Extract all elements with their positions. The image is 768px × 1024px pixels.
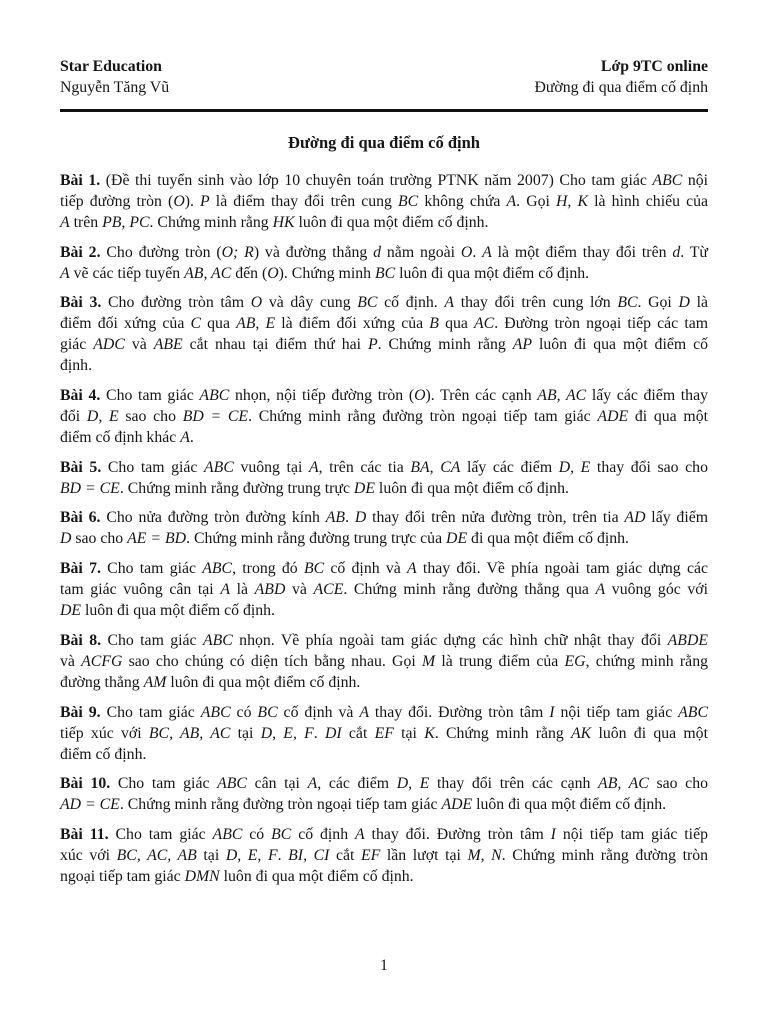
problem-text: đổi [60, 408, 87, 426]
math-expression: DE [353, 479, 375, 497]
problem-line [60, 528, 708, 549]
problem-text: . [345, 509, 355, 527]
problem-text: là [229, 581, 255, 599]
math-expression: BA, CA [410, 458, 461, 476]
math-expression: O; R [221, 243, 254, 261]
problem-line [60, 191, 708, 212]
problem-text: luôn đi qua một điểm cố [532, 336, 708, 354]
problem-text: Cho đường tròn ( [100, 243, 222, 261]
math-expression: D, E, F [225, 846, 278, 864]
math-expression: H, K [556, 193, 588, 210]
problem-line [60, 406, 708, 427]
problem-text: ). [184, 193, 201, 210]
problem-text: (Đề thi tuyển sinh vào lớp 10 chuyên toán trường PTNK năm 2007) Cho tam giác [100, 172, 653, 189]
problem-text: luôn đi qua một điểm cố định. [219, 867, 414, 885]
problem-line [60, 558, 708, 579]
problem-text: cắt [329, 846, 361, 864]
math-expression: O [250, 294, 263, 312]
math-expression: E [265, 315, 276, 333]
math-expression: O [414, 387, 426, 405]
problem-list [60, 170, 708, 896]
problem-text: và [60, 652, 82, 670]
math-expression: BC [271, 825, 292, 843]
math-expression: ADE [597, 408, 629, 426]
math-expression: AD [624, 509, 646, 527]
problem-text: Cho tam giác [100, 560, 203, 578]
math-expression: DE [446, 530, 468, 548]
problem-text: thay đổi. Về phía ngoài tam giác dựng các [416, 560, 708, 578]
problem-label: Bài 8. [60, 631, 102, 649]
math-expression: BC, AB, AC [148, 724, 231, 742]
problem-text: nhọn. Về phía ngoài tam giác dựng các hình chữ nhật thay đổi [232, 631, 668, 649]
header-rule [60, 109, 708, 112]
math-expression: A [308, 458, 319, 476]
problem-text: lấy các điểm thay [586, 387, 708, 405]
problem-line [60, 385, 708, 406]
problem-text: không chứa [418, 193, 507, 210]
problem-text: là điểm thay đổi trên cung [209, 193, 399, 210]
problem-7 [60, 558, 708, 621]
problem-line [60, 630, 708, 651]
problem-text: thay đổi. Đường tròn tâm [364, 825, 551, 843]
problem-label: Bài 4. [60, 387, 101, 405]
problem-text: Cho tam giác [100, 703, 201, 721]
header-left [60, 56, 169, 98]
problem-text: xúc với [60, 846, 117, 864]
math-expression: ABC [652, 172, 683, 189]
problem-text: Cho tam giác [108, 825, 213, 843]
problem-line [60, 263, 708, 284]
problem-text: , chứng minh rằng [585, 652, 708, 670]
math-expression: ABDE [667, 631, 708, 649]
problem-text: . Chứng minh rằng [149, 214, 273, 231]
problem-line [60, 355, 708, 376]
problem-text: . [472, 243, 483, 261]
problem-line [60, 723, 708, 744]
math-expression: ABC [200, 703, 231, 721]
problem-line [60, 824, 708, 845]
math-expression: EF [374, 724, 394, 742]
problem-5 [60, 457, 708, 499]
math-expression: A [60, 214, 70, 231]
math-expression: A [407, 560, 417, 578]
problem-text: giác [60, 336, 94, 354]
problem-text: . Đường tròn ngoại tiếp các tam [494, 315, 709, 333]
problem-line [60, 651, 708, 672]
problem-text: cố định và [277, 703, 360, 721]
math-expression: D [354, 509, 367, 527]
problem-line [60, 507, 708, 528]
problem-text: ngoại tiếp tam giác [60, 867, 185, 885]
math-expression: D [678, 294, 690, 312]
problem-text: . Chứng minh rằng đường tròn [501, 846, 709, 864]
problem-text: thay đổi trên các cạnh [429, 775, 599, 793]
math-expression: BC [303, 560, 325, 578]
page-title: Đường đi qua điểm cố định [288, 133, 480, 152]
math-expression: AP [512, 336, 533, 354]
math-expression: ABE [153, 336, 183, 354]
math-expression: AE = BD [127, 530, 187, 548]
math-expression: D, E [86, 408, 119, 426]
problem-line [60, 292, 708, 313]
problem-text: , trên các tia [318, 458, 411, 476]
problem-text: tam giác vuông cân tại [60, 581, 221, 599]
math-expression: AB, AC [184, 264, 232, 282]
problem-line [60, 744, 708, 765]
math-expression: AM [143, 673, 167, 691]
header-organization: Star Education [60, 58, 162, 75]
math-expression: A [307, 775, 318, 793]
problem-text: là một điểm thay đổi trên [491, 243, 673, 261]
problem-text: là [689, 294, 708, 312]
problem-line [60, 794, 708, 815]
problem-line [60, 427, 708, 448]
problem-1 [60, 170, 708, 233]
math-expression: BC, AC, AB [116, 846, 197, 864]
problem-text: . Từ [680, 243, 708, 261]
problem-text: điểm đối xứng của [60, 315, 191, 333]
math-expression: d [373, 243, 382, 261]
problem-text: và [124, 336, 154, 354]
problem-text: trên [69, 214, 103, 231]
header-right [534, 56, 708, 98]
problem-text: nằm ngoài [381, 243, 461, 261]
math-expression: ABC [204, 458, 234, 476]
math-expression: A [595, 581, 606, 599]
problem-text: điểm cố định khác [60, 429, 181, 447]
problem-text: là điểm đối xứng của [275, 315, 430, 333]
math-expression: ABD [254, 581, 286, 599]
problem-text: . Chứng minh rằng đường tròn ngoại tiếp tam giác [119, 796, 442, 814]
math-expression: ABC [212, 825, 243, 843]
problem-text: sao cho [118, 408, 183, 426]
problem-text: sao cho [71, 530, 128, 548]
problem-line [60, 478, 708, 499]
problem-text: luôn đi qua một điểm cố định. [166, 673, 361, 691]
math-expression: DI [325, 724, 342, 742]
problem-text: và [285, 581, 314, 599]
math-expression: C [190, 315, 202, 333]
problem-label: Bài 7. [60, 560, 101, 578]
problem-8 [60, 630, 708, 693]
problem-text: . Chứng minh rằng đường trung trực của [186, 530, 447, 548]
problem-text: luôn đi qua một điểm cố định. [395, 264, 590, 282]
problem-text: Cho tam giác [101, 458, 205, 476]
problem-label: Bài 1. [60, 172, 101, 189]
problem-text: sao cho chúng có diện tích bằng nhau. Gọi [122, 652, 422, 670]
math-expression: D, E [558, 458, 591, 476]
math-expression: HK [272, 214, 295, 231]
problem-text: thay đổi sao cho [590, 458, 708, 476]
math-expression: AB, AC [598, 775, 649, 793]
problem-label: Bài 3. [60, 294, 102, 312]
problem-line [60, 866, 708, 887]
problem-line [60, 773, 708, 794]
problem-text: cân tại [246, 775, 308, 793]
problem-2 [60, 242, 708, 284]
math-expression: AD = CE [60, 796, 120, 814]
problem-text: . Chứng minh rằng [377, 336, 513, 354]
problem-text: nội [682, 172, 709, 189]
problem-text: có [242, 825, 272, 843]
math-expression: d [672, 243, 681, 261]
problem-line [60, 672, 708, 693]
problem-text: ) và đường thẳng [253, 243, 374, 261]
math-expression: ADE [441, 796, 473, 814]
problem-text: đi qua một [628, 408, 708, 426]
math-expression: A [60, 264, 70, 282]
header-course: Lớp 9TC online [600, 58, 708, 75]
problem-text: . [189, 429, 194, 447]
math-expression: A [444, 294, 455, 312]
math-expression: EG [564, 652, 586, 670]
problem-text: lấy các điểm [460, 458, 559, 476]
problem-text: tại [230, 724, 261, 742]
problem-text: nhọn, nội tiếp đường tròn ( [229, 387, 415, 405]
problem-text: nội tiếp tam giác tiếp [555, 825, 708, 843]
math-expression: BC [374, 264, 396, 282]
problem-line [60, 212, 708, 233]
math-expression: P [200, 193, 210, 210]
problem-text: , các điểm [317, 775, 397, 793]
page-number: 1 [380, 957, 388, 974]
math-expression: B [429, 315, 439, 333]
problem-label: Bài 10. [60, 775, 111, 793]
problem-text: tại [393, 724, 425, 742]
problem-line [60, 334, 708, 355]
problem-text: Cho nửa đường tròn đường kính [100, 509, 326, 527]
problem-text: vuông góc với [605, 581, 708, 599]
math-expression: I [550, 825, 556, 843]
math-expression: A [355, 825, 365, 843]
problem-text: đường thẳng [60, 673, 144, 691]
problem-line [60, 457, 708, 478]
problem-text: . Gọi [516, 193, 556, 210]
math-expression: BC [357, 294, 378, 312]
problem-text: . Gọi [637, 294, 679, 312]
problem-text: cắt [341, 724, 375, 742]
problem-text: Cho tam giác [110, 775, 218, 793]
problem-10 [60, 773, 708, 815]
problem-text: điểm cố định. [60, 745, 147, 763]
math-expression: M [421, 652, 436, 670]
problem-text: cố định [291, 825, 355, 843]
problem-text: lần lượt tại [380, 846, 468, 864]
problem-text: . Chứng minh rằng đường thẳng qua [343, 581, 596, 599]
math-expression: BC [398, 193, 419, 210]
problem-4 [60, 385, 708, 448]
problem-text: cố định và [324, 560, 408, 578]
problem-text: luôn đi qua một [591, 724, 708, 742]
math-expression: EF [361, 846, 381, 864]
header-topic: Đường đi qua điểm cố định [534, 79, 708, 96]
math-expression: ABC [202, 631, 233, 649]
problem-11 [60, 824, 708, 887]
problem-text: cố định. [377, 294, 445, 312]
problem-text: qua [438, 315, 475, 333]
problem-text: . Chứng minh rằng đường trung trực [119, 479, 354, 497]
math-expression: O [173, 193, 185, 210]
problem-text: luôn đi qua một điểm cố định. [81, 602, 275, 620]
math-expression: AB [325, 509, 346, 527]
problem-text: định. [60, 357, 93, 375]
problem-line [60, 170, 708, 191]
problem-text: đến ( [231, 264, 268, 282]
problem-text: và dây cung [262, 294, 358, 312]
math-expression: PB, PC [102, 214, 150, 231]
problem-text: . [313, 724, 325, 742]
problem-9 [60, 702, 708, 765]
math-expression: A [482, 243, 492, 261]
problem-text: thay đổi trên cung lớn [454, 294, 618, 312]
math-expression: AB, AC [537, 387, 587, 405]
problem-text: thay đổi. Đường tròn tâm [368, 703, 550, 721]
problem-label: Bài 6. [60, 509, 101, 527]
problem-text: tiếp đường tròn ( [60, 193, 174, 210]
problem-text: , [255, 315, 266, 333]
math-expression: A [220, 581, 230, 599]
math-expression: M, N [467, 846, 502, 864]
math-expression: ACE [313, 581, 344, 599]
problem-text: tiếp xúc với [60, 724, 149, 742]
math-expression: ABC [199, 387, 230, 405]
problem-label: Bài 9. [60, 703, 101, 721]
problem-text: ). Chứng minh [278, 264, 375, 282]
math-expression: A [506, 193, 517, 210]
math-expression: AK [571, 724, 592, 742]
problem-text: . Chứng minh rằng [434, 724, 572, 742]
problem-text: thay đổi trên nửa đường tròn, trên tia [366, 509, 625, 527]
problem-text: . [277, 846, 289, 864]
header-author: Nguyễn Tăng Vũ [60, 79, 170, 96]
problem-text: lấy điểm [645, 509, 709, 527]
problem-text: nội tiếp tam giác [554, 703, 679, 721]
problem-label: Bài 2. [60, 243, 101, 261]
math-expression: O [460, 243, 473, 261]
problem-label: Bài 11. [60, 825, 109, 843]
problem-text: , trong đó [232, 560, 304, 578]
problem-text: sao cho [648, 775, 708, 793]
math-expression: BD = CE [182, 408, 249, 426]
math-expression: A [359, 703, 369, 721]
problem-label: Bài 5. [60, 458, 102, 476]
problem-line [60, 579, 708, 600]
problem-text: Cho tam giác [100, 387, 200, 405]
math-expression: A [180, 429, 190, 447]
math-expression: ABC [202, 560, 233, 578]
problem-text: ). Trên các cạnh [425, 387, 538, 405]
math-expression: D, E, F [260, 724, 314, 742]
math-expression: DE [60, 602, 82, 620]
math-expression: D [60, 530, 72, 548]
problem-text: Cho tam giác [101, 631, 203, 649]
problem-3 [60, 292, 708, 376]
problem-text: . Chứng minh rằng đường tròn ngoại tiếp tam giác [248, 408, 598, 426]
problem-text: luôn đi qua một điểm cố định. [374, 479, 569, 497]
problem-line [60, 702, 708, 723]
problem-text: qua [201, 315, 237, 333]
math-expression: AC [474, 315, 495, 333]
problem-line [60, 600, 708, 621]
math-expression: AB [236, 315, 256, 333]
math-expression: ACFG [81, 652, 123, 670]
problem-text: vuông tại [233, 458, 309, 476]
math-expression: BC [257, 703, 278, 721]
problem-line [60, 845, 708, 866]
math-expression: ABC [217, 775, 247, 793]
problem-text: tại [196, 846, 226, 864]
math-expression: DMN [184, 867, 220, 885]
problem-text: đi qua một điểm cố định. [467, 530, 630, 548]
problem-line [60, 242, 708, 263]
math-expression: ADC [93, 336, 125, 354]
problem-text: vẽ các tiếp tuyến [69, 264, 185, 282]
math-expression: BD = CE [60, 479, 120, 497]
math-expression: ABC [678, 703, 708, 721]
math-expression: I [549, 703, 555, 721]
math-expression: P [367, 336, 378, 354]
math-expression: O [267, 264, 279, 282]
problem-text: Cho đường tròn tâm [101, 294, 251, 312]
problem-6 [60, 507, 708, 549]
problem-text: là hình chiếu của [588, 193, 709, 210]
math-expression: K [424, 724, 435, 742]
problem-line [60, 313, 708, 334]
math-expression: BI, CI [288, 846, 330, 864]
problem-text: luôn đi qua một điểm cố định. [472, 796, 667, 814]
problem-text: là trung điểm của [435, 652, 565, 670]
problem-text: cắt nhau tại điểm thứ hai [182, 336, 368, 354]
math-expression: BC [617, 294, 638, 312]
problem-text: luôn đi qua một điểm cố định. [294, 214, 489, 231]
problem-text: có [230, 703, 258, 721]
math-expression: D, E [396, 775, 430, 793]
